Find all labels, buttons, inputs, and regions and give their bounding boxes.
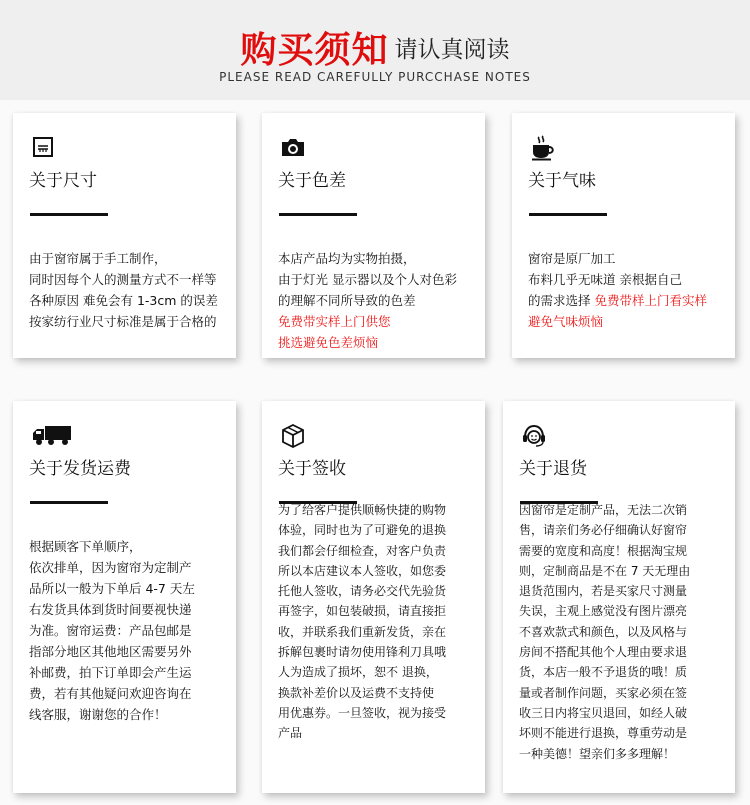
package-box-icon bbox=[280, 423, 306, 447]
body-line: 则，定制商品是不在 7 天无理由 bbox=[519, 563, 691, 578]
ruler-icon bbox=[31, 135, 57, 159]
body-line: 指部分地区其他地区需要另外 bbox=[29, 644, 192, 659]
card-receipt bbox=[262, 401, 485, 793]
card-body bbox=[528, 248, 727, 332]
card-body bbox=[29, 248, 228, 332]
delivery-truck-icon bbox=[31, 423, 73, 447]
body-line: 为了给客户提供顺畅快捷的购物 bbox=[278, 503, 447, 517]
body-line: 窗帘是原厂加工 bbox=[528, 251, 616, 266]
body-line: 按家纺行业尺寸标准是属于合格的 bbox=[29, 314, 217, 329]
body-line: 体验，同时也为了可避免的退换 bbox=[278, 523, 447, 538]
header-subtitle-english: PLEASE READ CAREFULLY PURCCHASE NOTES bbox=[219, 70, 531, 84]
body-line: 失误，主观上感觉没有图片漂亮 bbox=[519, 604, 688, 619]
notice-header bbox=[0, 0, 750, 100]
title-underline bbox=[279, 213, 357, 216]
header-title bbox=[0, 22, 750, 73]
card-title: 关于气味 bbox=[528, 171, 596, 191]
body-line: 的理解不同所导致的色差 bbox=[278, 293, 416, 308]
body-line: 因窗帘是定制产品，无法二次销 bbox=[519, 503, 688, 517]
body-line: 补邮费，拍下订单即会产生运 bbox=[29, 665, 192, 680]
title-underline bbox=[30, 501, 108, 504]
card-odor bbox=[512, 113, 735, 358]
body-line: 换款补差价以及运费不支持使 bbox=[278, 685, 435, 700]
header-title-sub: 请认真阅读 bbox=[394, 37, 510, 63]
card-title: 关于退货 bbox=[519, 459, 587, 479]
body-line: 由于窗帘属于手工制作， bbox=[29, 251, 167, 266]
card-returns bbox=[503, 401, 735, 793]
highlight-line: 避免气味烦恼 bbox=[528, 314, 604, 329]
card-size bbox=[13, 113, 236, 358]
body-line: 产品 bbox=[278, 726, 303, 741]
body-line: 收，并联系我们重新发货，亲在 bbox=[278, 624, 447, 639]
body-line: 一种美德！望亲们多多理解！ bbox=[519, 746, 676, 761]
card-title: 关于发货运费 bbox=[29, 459, 131, 479]
highlight-line: 挑选避免色差烦恼 bbox=[278, 335, 379, 350]
card-body bbox=[278, 248, 477, 353]
card-body bbox=[29, 536, 228, 725]
body-line: 根据顾客下单顺序， bbox=[29, 539, 142, 554]
body-line: 人为造成了损坏，恕不 退换， bbox=[278, 665, 438, 680]
body-line: 拆解包裹时请勿使用锋利刀具哦 bbox=[278, 645, 447, 660]
body-line: 需要的宽度和高度！根据淘宝规 bbox=[519, 543, 688, 558]
card-title: 关于色差 bbox=[278, 171, 346, 191]
body-line: 托他人签收，请务必交代先验货 bbox=[278, 584, 447, 599]
body-line: 再签字，如包装破损，请直接拒 bbox=[278, 604, 447, 619]
highlight-text: 免费带样上门看实样 bbox=[594, 293, 707, 308]
body-line: 所以本店建议本人签收，如您委 bbox=[278, 563, 447, 578]
coffee-cup-icon bbox=[530, 135, 556, 159]
title-underline bbox=[529, 213, 607, 216]
body-line: 货，本店一般不予退货的哦！质 bbox=[519, 665, 688, 680]
camera-icon bbox=[280, 135, 306, 159]
body-line: 本店产品均为实物拍摄， bbox=[278, 251, 416, 266]
body-line: 售，请亲们务必仔细确认好窗帘 bbox=[519, 523, 688, 538]
body-line: 收三日内将宝贝退回，如经人破 bbox=[519, 705, 688, 720]
body-line: 量或者制作问题，买家必须在签 bbox=[519, 685, 688, 700]
card-title: 关于尺寸 bbox=[29, 171, 97, 191]
body-line: 用优惠券。一旦签收，视为接受 bbox=[278, 705, 447, 720]
body-line: 为准。窗帘运费：产品包邮是 bbox=[29, 623, 192, 638]
body-line: 线客服，谢谢您的合作！ bbox=[29, 707, 167, 722]
body-line: 各种原因 难免会有 1-3cm 的误差 bbox=[29, 293, 218, 308]
body-text: 的需求选择 bbox=[528, 293, 595, 308]
customer-service-icon bbox=[521, 423, 547, 447]
card-shipping bbox=[13, 401, 236, 793]
card-body bbox=[519, 500, 727, 764]
header-title-main: 购买须知 bbox=[240, 30, 389, 71]
body-line: 依次排单，因为窗帘为定制产 bbox=[29, 560, 192, 575]
card-body bbox=[278, 500, 477, 744]
body-line: 退货范围内，若是买家尺寸测量 bbox=[519, 584, 688, 599]
body-line: 费，若有其他疑问欢迎咨询在 bbox=[29, 686, 192, 701]
body-line: 房间不搭配其他个人理由要求退 bbox=[519, 645, 688, 660]
card-title: 关于签收 bbox=[278, 459, 346, 479]
body-line: 我们都会仔细检查，对客户负责 bbox=[278, 543, 447, 558]
card-color-difference bbox=[262, 113, 485, 358]
body-line: 品所以一般为下单后 4-7 天左 bbox=[29, 581, 195, 596]
body-line: 布料几乎无味道 亲根据自己 bbox=[528, 272, 682, 287]
body-line: 由于灯光 显示器以及个人对色彩 bbox=[278, 272, 457, 287]
highlight-line: 免费带实样上门供您 bbox=[278, 314, 391, 329]
body-line bbox=[528, 290, 727, 311]
body-line: 不喜欢款式和颜色，以及风格与 bbox=[519, 624, 688, 639]
body-line: 同时因每个人的测量方式不一样等 bbox=[29, 272, 217, 287]
body-line: 坏则不能进行退换，尊重劳动是 bbox=[519, 726, 688, 741]
title-underline bbox=[30, 213, 108, 216]
body-line: 右发货具体到货时间要视快递 bbox=[29, 602, 192, 617]
